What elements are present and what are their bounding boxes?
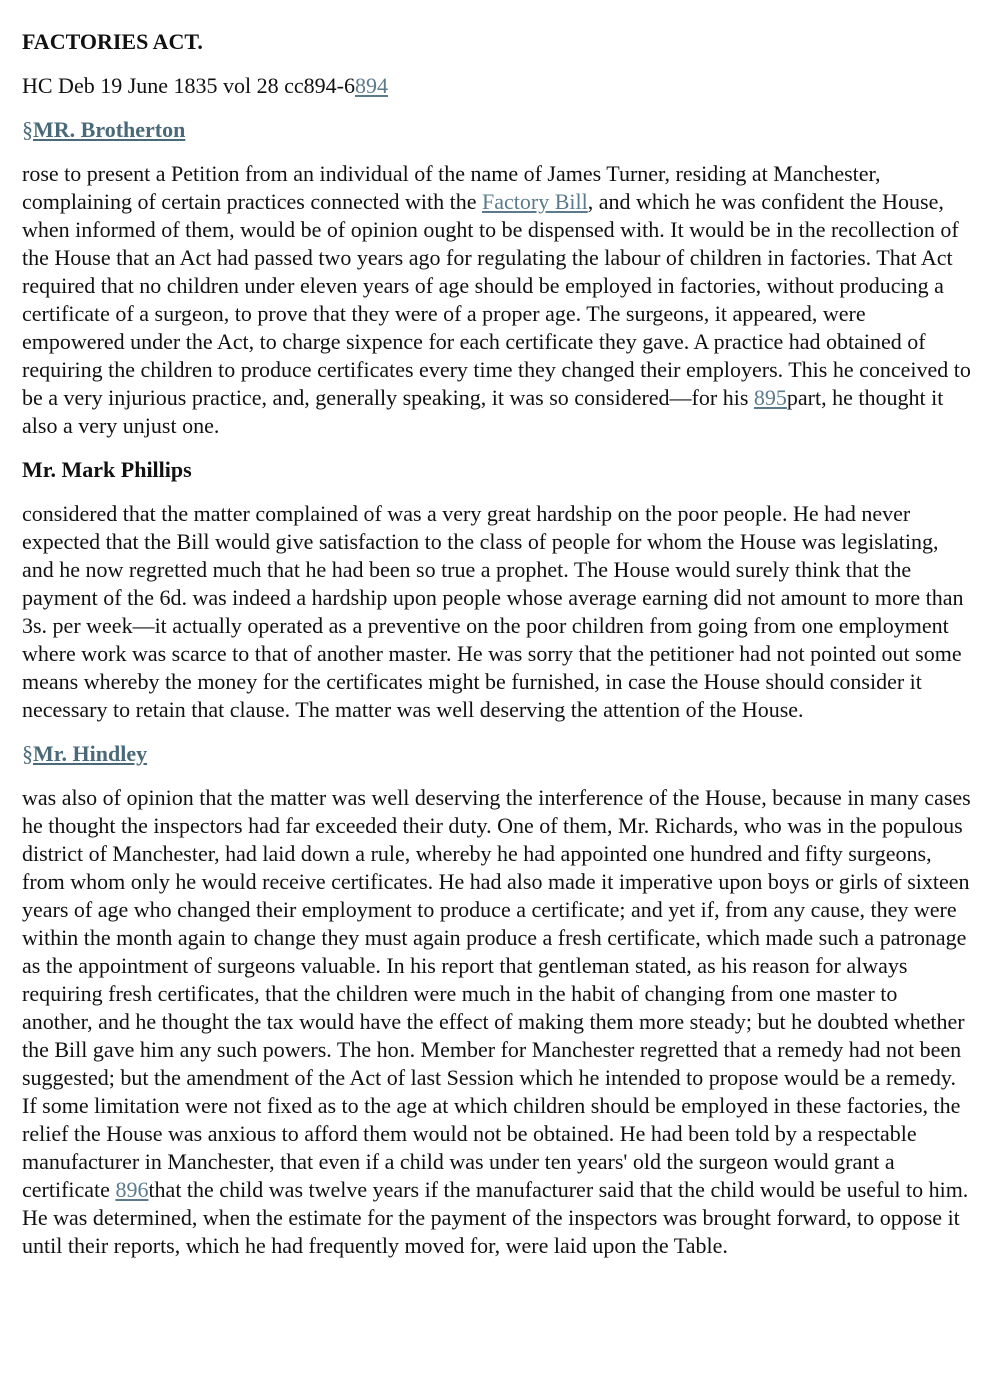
section-mark-icon: § xyxy=(22,741,33,766)
speaker-link-hindley[interactable]: Mr. Hindley xyxy=(33,741,148,766)
speech-text: , and which he was confident the House, when informed of them, would be of opinion ought to be dispensed with. It would be in the recollection of the House that an Act had passed two years ago for regulating the labour of children in factories. That Act required that no children under eleven years of age should be employed in factories, without producing a certificate of a surgeon, to prove that they were of a proper age. The surgeons, it appeared, were empowered under the Act, to charge sixpence for each certificate they gave. A practice had obtained of requiring the children to produce certificates every time they changed their employers. This he conceived to be a very injurious practice, and, generally speaking, it was so considered—for his xyxy=(22,189,971,410)
section-mark-icon: § xyxy=(22,117,33,142)
speaker-heading-hindley xyxy=(22,740,972,768)
factory-bill-link[interactable]: Factory Bill xyxy=(481,189,588,214)
column-link-894[interactable]: 894 xyxy=(355,73,389,98)
speech-hindley xyxy=(22,784,972,1260)
speaker-link-brotherton[interactable]: MR. Brotherton xyxy=(33,117,186,142)
column-link-896[interactable]: 896 xyxy=(115,1177,149,1202)
citation-text: HC Deb 19 June 1835 vol 28 cc894-6 xyxy=(22,73,356,98)
speaker-heading-brotherton xyxy=(22,116,972,144)
speech-text: rose to present a Petition from an individual of the name of James Turner, residing at Manchester, complaining of certain practices connected with the xyxy=(22,161,881,214)
speech-text: that the child was twelve years if the manufacturer said that the child would be useful to him. He was determined, when the estimate for the payment of the inspectors was brought forward, to oppose it until their reports, which he had frequently moved for, were laid upon the Table. xyxy=(22,1177,969,1258)
speech-phillips: considered that the matter complained of was a very great hardship on the poor people. He had never expected that the Bill would give satisfaction to the class of people for whom the House was legislating, and he now regretted much that he had been so true a prophet. The House would surely think that the payment of the 6d. was indeed a hardship upon people whose average earning did not amount to more than 3s. per week—it actually operated as a preventive on the poor children from going from one employment where work was scarce to that of another master. He was sorry that the petitioner had not pointed out some means whereby the money for the certificates might be furnished, in case the House should consider it necessary to retain that clause. The matter was well deserving the attention of the House. xyxy=(22,501,964,722)
speech-brotherton xyxy=(22,160,972,440)
speaker-heading-phillips: Mr. Mark Phillips xyxy=(22,457,192,482)
citation xyxy=(22,72,972,100)
speech-text: was also of opinion that the matter was well deserving the interference of the House, because in many cases he thought the inspectors had far exceeded their duty. One of them, Mr. Richards, who was in the populous district of Manchester, had laid down a rule, whereby he had appointed one hundred and fifty surgeons, from whom only he would receive certificates. He had also made it imperative upon boys or girls of sixteen years of age who changed their employment to produce a certificate; and yet if, from any cause, they were within the month again to change they must again produce a fresh certificate, which made such a patronage as the appointment of surgeons valuable. In his report that gentleman stated, as his reason for always requiring fresh certificates, that the children were much in the habit of changing from one master to another, and he thought the tax would have the effect of making them more steady; but he doubted whether the Bill gave him any such powers. The hon. Member for Manchester regretted that a remedy had not been suggested; but the amendment of the Act of last Session which he intended to propose would be a remedy. If some limitation were not fixed as to the age at which children should be employed in these factories, the relief the House was anxious to afford them would not be obtained. He had been told by a respectable manufacturer in Manchester, that even if a child was under ten years' old the surgeon would grant a certificate xyxy=(22,785,971,1202)
page-title: FACTORIES ACT. xyxy=(22,29,203,54)
column-link-895[interactable]: 895 xyxy=(753,385,787,410)
speech-text: part, he thought it also a very unjust one. xyxy=(22,385,944,438)
